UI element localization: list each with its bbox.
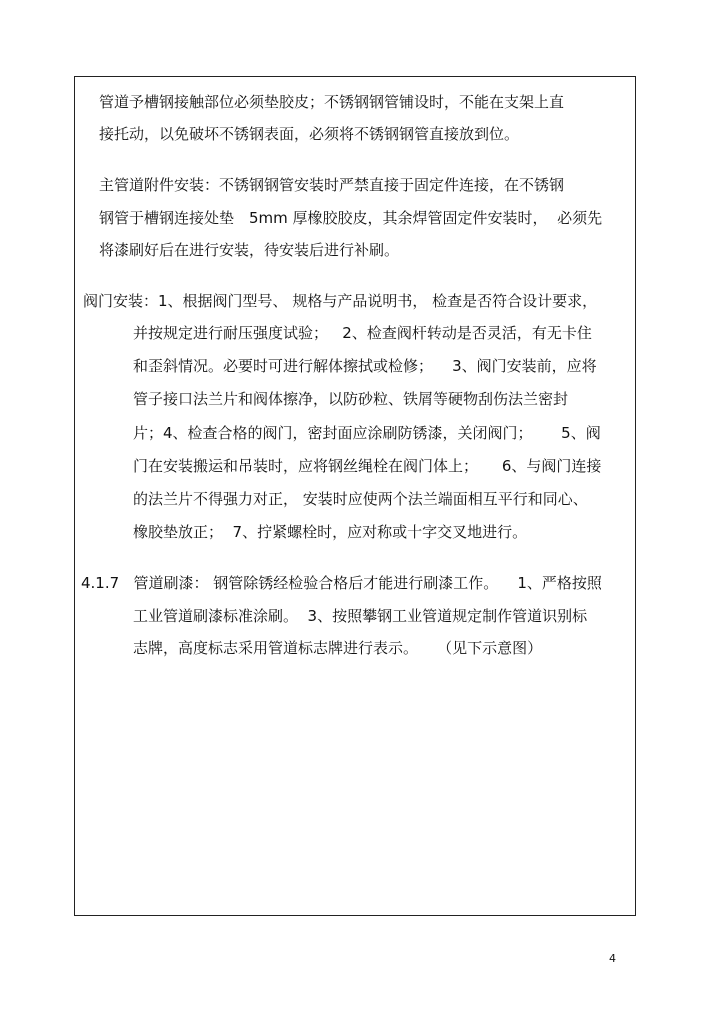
text-line: 将漆刷好后在进行安装，待安装后进行补刷。 bbox=[99, 241, 400, 259]
text-line: 阀门安装：1、根据阀门型号、 规格与产品说明书， 检查是否符合设计要求， bbox=[83, 292, 598, 310]
text-line: 并按规定进行耐压强度试验； 2、检查阀杆转动是否灵活，有无卡住 bbox=[133, 324, 592, 342]
text-line: 钢管于槽钢连接处垫 5mm 厚橡胶胶皮，其余焊管固定件安装时， 必须先 bbox=[99, 209, 603, 227]
text-line: 管子接口法兰片和阀体擦净，以防砂粒、铁屑等硬物刮伤法兰密封 bbox=[133, 390, 569, 408]
text-line: 主管道附件安装：不锈钢钢管安装时严禁直接于固定件连接，在不锈钢 bbox=[99, 176, 565, 194]
text-line: 和歪斜情况。必要时可进行解体擦拭或检修； 3、阀门安装前，应将 bbox=[133, 357, 597, 375]
text-line: 管道予槽钢接触部位必须垫胶皮；不锈钢钢管铺设时，不能在支架上直 bbox=[99, 93, 565, 111]
text-line: 志牌，高度标志采用管道标志牌进行表示。 （见下示意图） bbox=[133, 639, 543, 657]
page-number: 4 bbox=[609, 952, 616, 965]
text-line: 4.1.7 管道刷漆： 钢管除锈经检验合格后才能进行刷漆工作。 1、严格按照 bbox=[81, 574, 602, 592]
text-line: 接托动，以免破坏不锈钢表面，必须将不锈钢钢管直接放到位。 bbox=[99, 125, 520, 143]
text-line: 门在安装搬运和吊装时，应将钢丝绳栓在阀门体上； 6、与阀门连接 bbox=[133, 457, 602, 475]
text-line: 片；4、检查合格的阀门，密封面应涂刷防锈漆，关闭阀门； 5、阀 bbox=[133, 424, 601, 442]
text-line: 的法兰片不得强力对正， 安装时应使两个法兰端面相互平行和同心、 bbox=[133, 490, 588, 508]
text-line: 工业管道刷漆标准涂刷。 3、按照攀钢工业管道规定制作管道识别标 bbox=[133, 607, 588, 625]
text-line: 橡胶垫放正； 7、拧紧螺栓时，应对称或十字交叉地进行。 bbox=[133, 523, 528, 541]
